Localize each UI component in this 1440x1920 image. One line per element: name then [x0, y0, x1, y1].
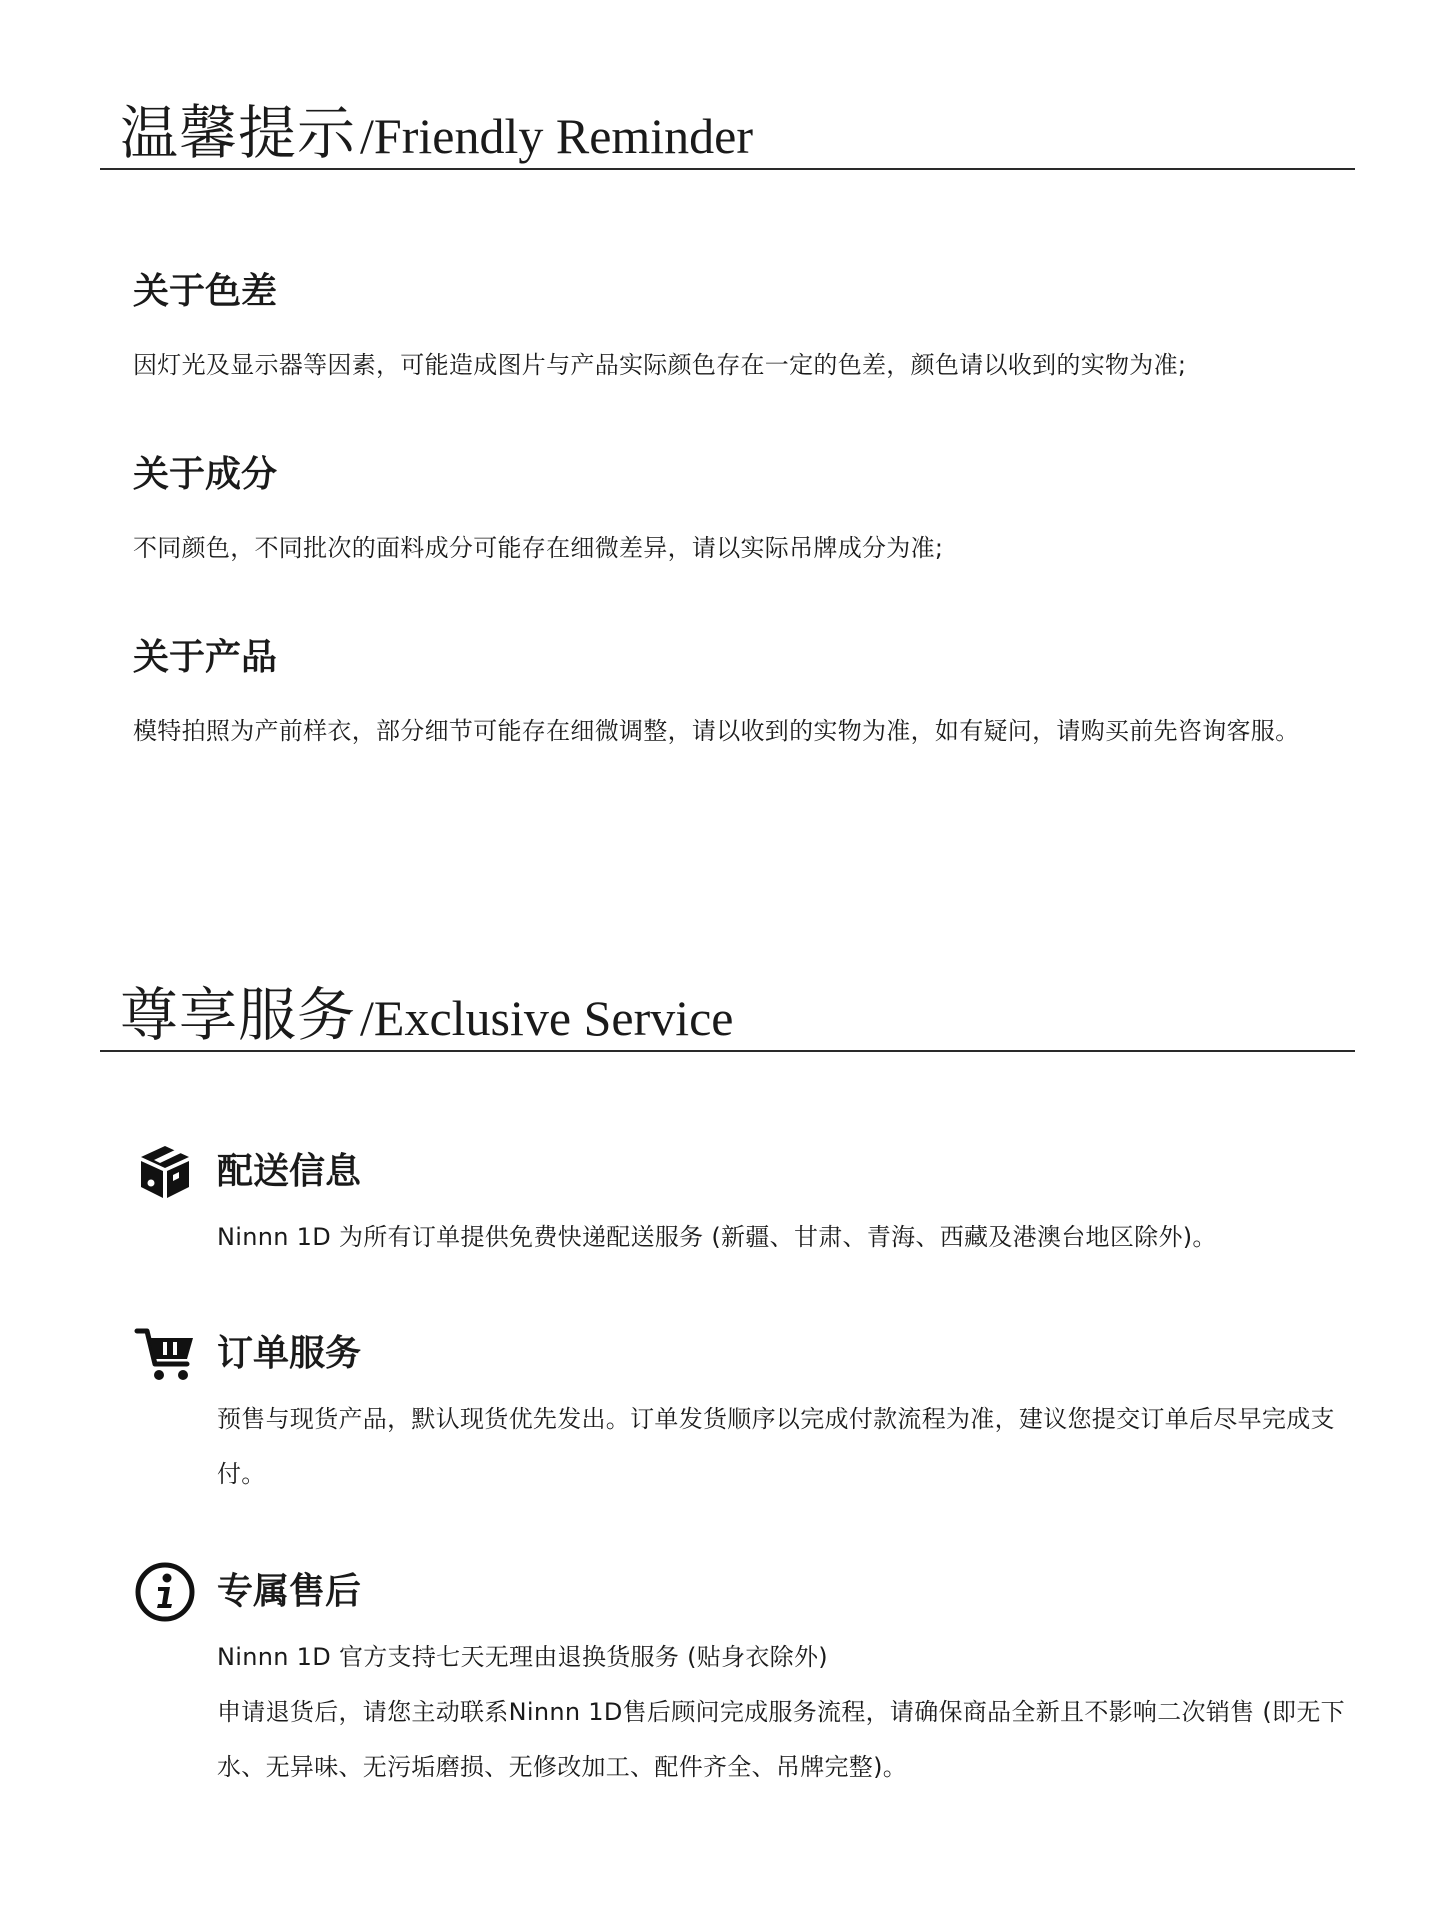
package-box-icon: [133, 1140, 197, 1204]
reminder-heading: 关于色差: [133, 271, 278, 312]
section-title-zh: 温馨提示: [120, 99, 357, 167]
reminder-composition: [133, 455, 1333, 576]
section-title-en: /Friendly Reminder: [360, 108, 754, 164]
reminder-text: 不同颜色，不同批次的面料成分可能存在细微差异，请以实际吊牌成分为准;: [133, 534, 944, 562]
friendly-reminder-header: [100, 94, 1355, 170]
service-heading: 专属售后: [217, 1571, 362, 1612]
service-text: 申请退货后，请您主动联系Ninnn 1D售后顾问完成服务流程，请确保商品全新且不影响二次销售 (即无下水、无异味、无污垢磨损、无修改加工、配件齐全、吊牌完整)。: [217, 1698, 1345, 1781]
reminder-heading: 关于产品: [133, 637, 278, 678]
service-text: 预售与现货产品，默认现货优先发出。订单发货顺序以完成付款流程为准，建议您提交订单后尽早完成支付。: [217, 1405, 1335, 1488]
shopping-cart-icon: [133, 1322, 197, 1386]
service-body: [217, 1392, 1347, 1502]
service-text: Ninnn 1D 为所有订单提供免费快递配送服务 (新疆、甘肃、青海、西藏及港澳台地区除外)。: [217, 1223, 1217, 1251]
exclusive-service-title: [120, 981, 734, 1049]
friendly-reminder-title: [120, 99, 754, 167]
service-body: [217, 1210, 1347, 1265]
service-text: Ninnn 1D 官方支持七天无理由退换货服务 (贴身衣除外): [217, 1643, 828, 1671]
reminder-text: 因灯光及显示器等因素，可能造成图片与产品实际颜色存在一定的色差，颜色请以收到的实物为准;: [133, 351, 1187, 379]
service-heading: 订单服务: [217, 1333, 362, 1374]
section-title-zh: 尊享服务: [120, 981, 357, 1049]
service-body: [217, 1630, 1347, 1795]
reminder-product: [133, 638, 1333, 759]
exclusive-service-header: [100, 976, 1355, 1052]
info-circle-icon: [133, 1560, 197, 1624]
service-heading: 配送信息: [217, 1151, 362, 1192]
reminder-heading: 关于成分: [133, 454, 278, 495]
section-title-en: /Exclusive Service: [360, 990, 734, 1046]
reminder-color-difference: [133, 272, 1333, 393]
reminder-text: 模特拍照为产前样衣，部分细节可能存在细微调整，请以收到的实物为准，如有疑问，请购买前先咨询客服。: [133, 717, 1300, 745]
